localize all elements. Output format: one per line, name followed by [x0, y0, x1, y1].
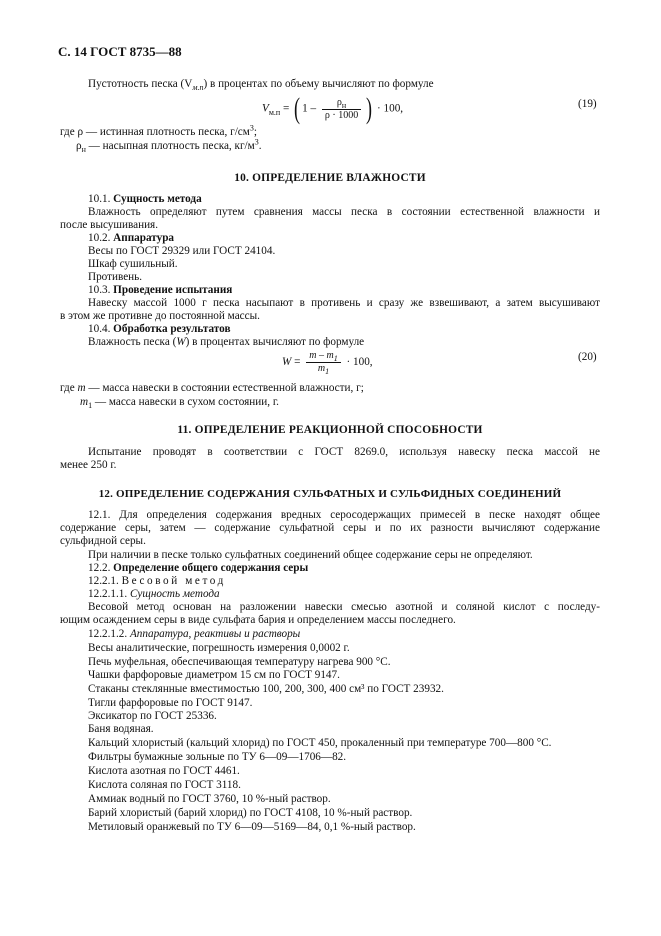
fraction-19: $\frac{\rho_н}{\rho \cdot 1000}$	[322, 97, 361, 122]
para-10-1-text-cont: после высушивания.	[60, 219, 158, 231]
section-10-heading: 10. ОПРЕДЕЛЕНИЕ ВЛАЖНОСТИ	[234, 172, 426, 184]
para-12-2-1-1-text: Весовой метод основан на разложении навески смесью азотной и соляной кислот с последу-	[88, 601, 600, 613]
list-item: Фильтры бумажные зольные по ТУ 6—09—1706—82.	[88, 751, 347, 763]
list-item: Барий хлористый (барий хлорид) по ГОСТ 4108, 10 %-ный раствор.	[88, 807, 413, 819]
where-19-line-1: где ρ — истинная плотность песка, $г/см^3$;	[60, 123, 257, 138]
fraction-20: $\frac{m - m_1}{m_1}$	[306, 350, 340, 375]
para-10-2-heading: 10.2. Аппаратура	[88, 232, 175, 244]
para-10-3-text: Навеску массой 1000 г песка насыпают в противень и сразу же взвешивают, а затем высушивают	[88, 297, 600, 309]
para-10-4-text: Влажность песка (W) в процентах вычисляют по формуле	[88, 336, 365, 348]
para-12-1-text-cont: содержание серы, затем — содержание сульфатной серы и по их разности вычисляют содержание	[60, 522, 600, 534]
where-20-line-1: где m — масса навески в состоянии естественной влажности, г;	[60, 382, 364, 394]
list-item: Весы аналитические, погрешность измерения 0,0002 г.	[88, 642, 350, 654]
section-11-text: Испытание проводят в соответствии с ГОСТ 8269.0, используя навеску песка массой не	[88, 446, 600, 458]
section-11-heading: 11. ОПРЕДЕЛЕНИЕ РЕАКЦИОННОЙ СПОСОБНОСТИ	[177, 424, 483, 436]
para-12-1-text: 12.1. Для определения содержания вредных серосодержащих примесей в песке находят общее	[88, 509, 600, 521]
list-item: Баня водяная.	[88, 723, 154, 735]
para-12-2-1-2-heading: 12.2.1.2. Аппаратура, реактивы и растворы	[88, 628, 301, 640]
equation-number-20: (20)	[578, 351, 597, 363]
intro-line: Пустотность песка $(V_{м.п})$ в процентах по объему вычисляют по формуле	[88, 78, 434, 93]
list-item: Метиловый оранжевый по ТУ 6—09—5169—84, 0,1 %-ный раствор.	[88, 821, 416, 833]
list-item: Печь муфельная, обеспечивающая температуру нагрева 900 °С.	[88, 656, 391, 668]
list-item: Кислота азотная по ГОСТ 4461.	[88, 765, 240, 777]
list-item: Аммиак водный по ГОСТ 3760, 10 %-ный раствор.	[88, 793, 331, 805]
para-10-3-heading: 10.3. Проведение испытания	[88, 284, 233, 296]
para-12-2-heading: 12.2. Определение общего содержания серы	[88, 562, 309, 574]
section-12-heading: 12. ОПРЕДЕЛЕНИЕ СОДЕРЖАНИЯ СУЛЬФАТНЫХ И СУЛЬФИДНЫХ СОЕДИНЕНИЙ	[98, 488, 562, 500]
para-10-1-heading: 10.1. Сущность метода	[88, 193, 202, 205]
para-12-2-1-1-text-cont: ющим осаждением серы в виде сульфата бария и определением массы последнего.	[60, 614, 456, 626]
para-12-1-note: При наличии в песке только сульфатных соединений общее содержание серы не определяют.	[88, 549, 533, 561]
para-10-3-text-cont: в этом же противне до постоянной массы.	[60, 310, 260, 322]
page-header: С. 14 ГОСТ 8735—88	[58, 44, 182, 59]
para-12-2-1-1-heading: 12.2.1.1. Сущность метода	[88, 588, 220, 600]
list-item: Чашки фарфоровые диаметром 15 см по ГОСТ 9147.	[88, 669, 340, 681]
para-12-2-1-heading: 12.2.1. Весовой метод	[88, 575, 226, 587]
list-item: Стаканы стеклянные вместимостью 100, 200, 300, 400 см³ по ГОСТ 23932.	[88, 683, 444, 695]
where-20-line-2: $m_1$ — масса навески в сухом состоянии, г.	[80, 396, 279, 411]
para-10-1-text: Влажность определяют путем сравнения массы песка в состоянии естественной влажности и	[88, 206, 600, 218]
equation-number-19: (19)	[578, 98, 597, 110]
list-item: Шкаф сушильный.	[88, 258, 178, 270]
list-item: Эксикатор по ГОСТ 25336.	[88, 710, 217, 722]
where-19-line-2: $\rho_н$ — насыпная плотность песка, $кг/м^3$.	[76, 137, 262, 155]
section-11-text-cont: менее 250 г.	[60, 459, 117, 471]
formula-19: $V_{м.п}$ = ( 1 – $\frac{\rho_н}{\rho \cdot 1000}$ ) · 100,	[262, 92, 404, 125]
para-10-4-heading: 10.4. Обработка результатов	[88, 323, 231, 335]
list-item: Кислота соляная по ГОСТ 3118.	[88, 779, 241, 791]
para-12-1-text-end: сульфидной серы.	[60, 535, 146, 547]
formula-20: W = $\frac{m - m_1}{m_1}$ · 100,	[282, 350, 373, 376]
list-item: Тигли фарфоровые по ГОСТ 9147.	[88, 697, 253, 709]
list-item: Весы по ГОСТ 29329 или ГОСТ 24104.	[88, 245, 276, 257]
list-item: Противень.	[88, 271, 143, 283]
list-item: Кальций хлористый (кальций хлорид) по ГОСТ 450, прокаленный при температуре 700—800 °С.	[88, 737, 552, 749]
